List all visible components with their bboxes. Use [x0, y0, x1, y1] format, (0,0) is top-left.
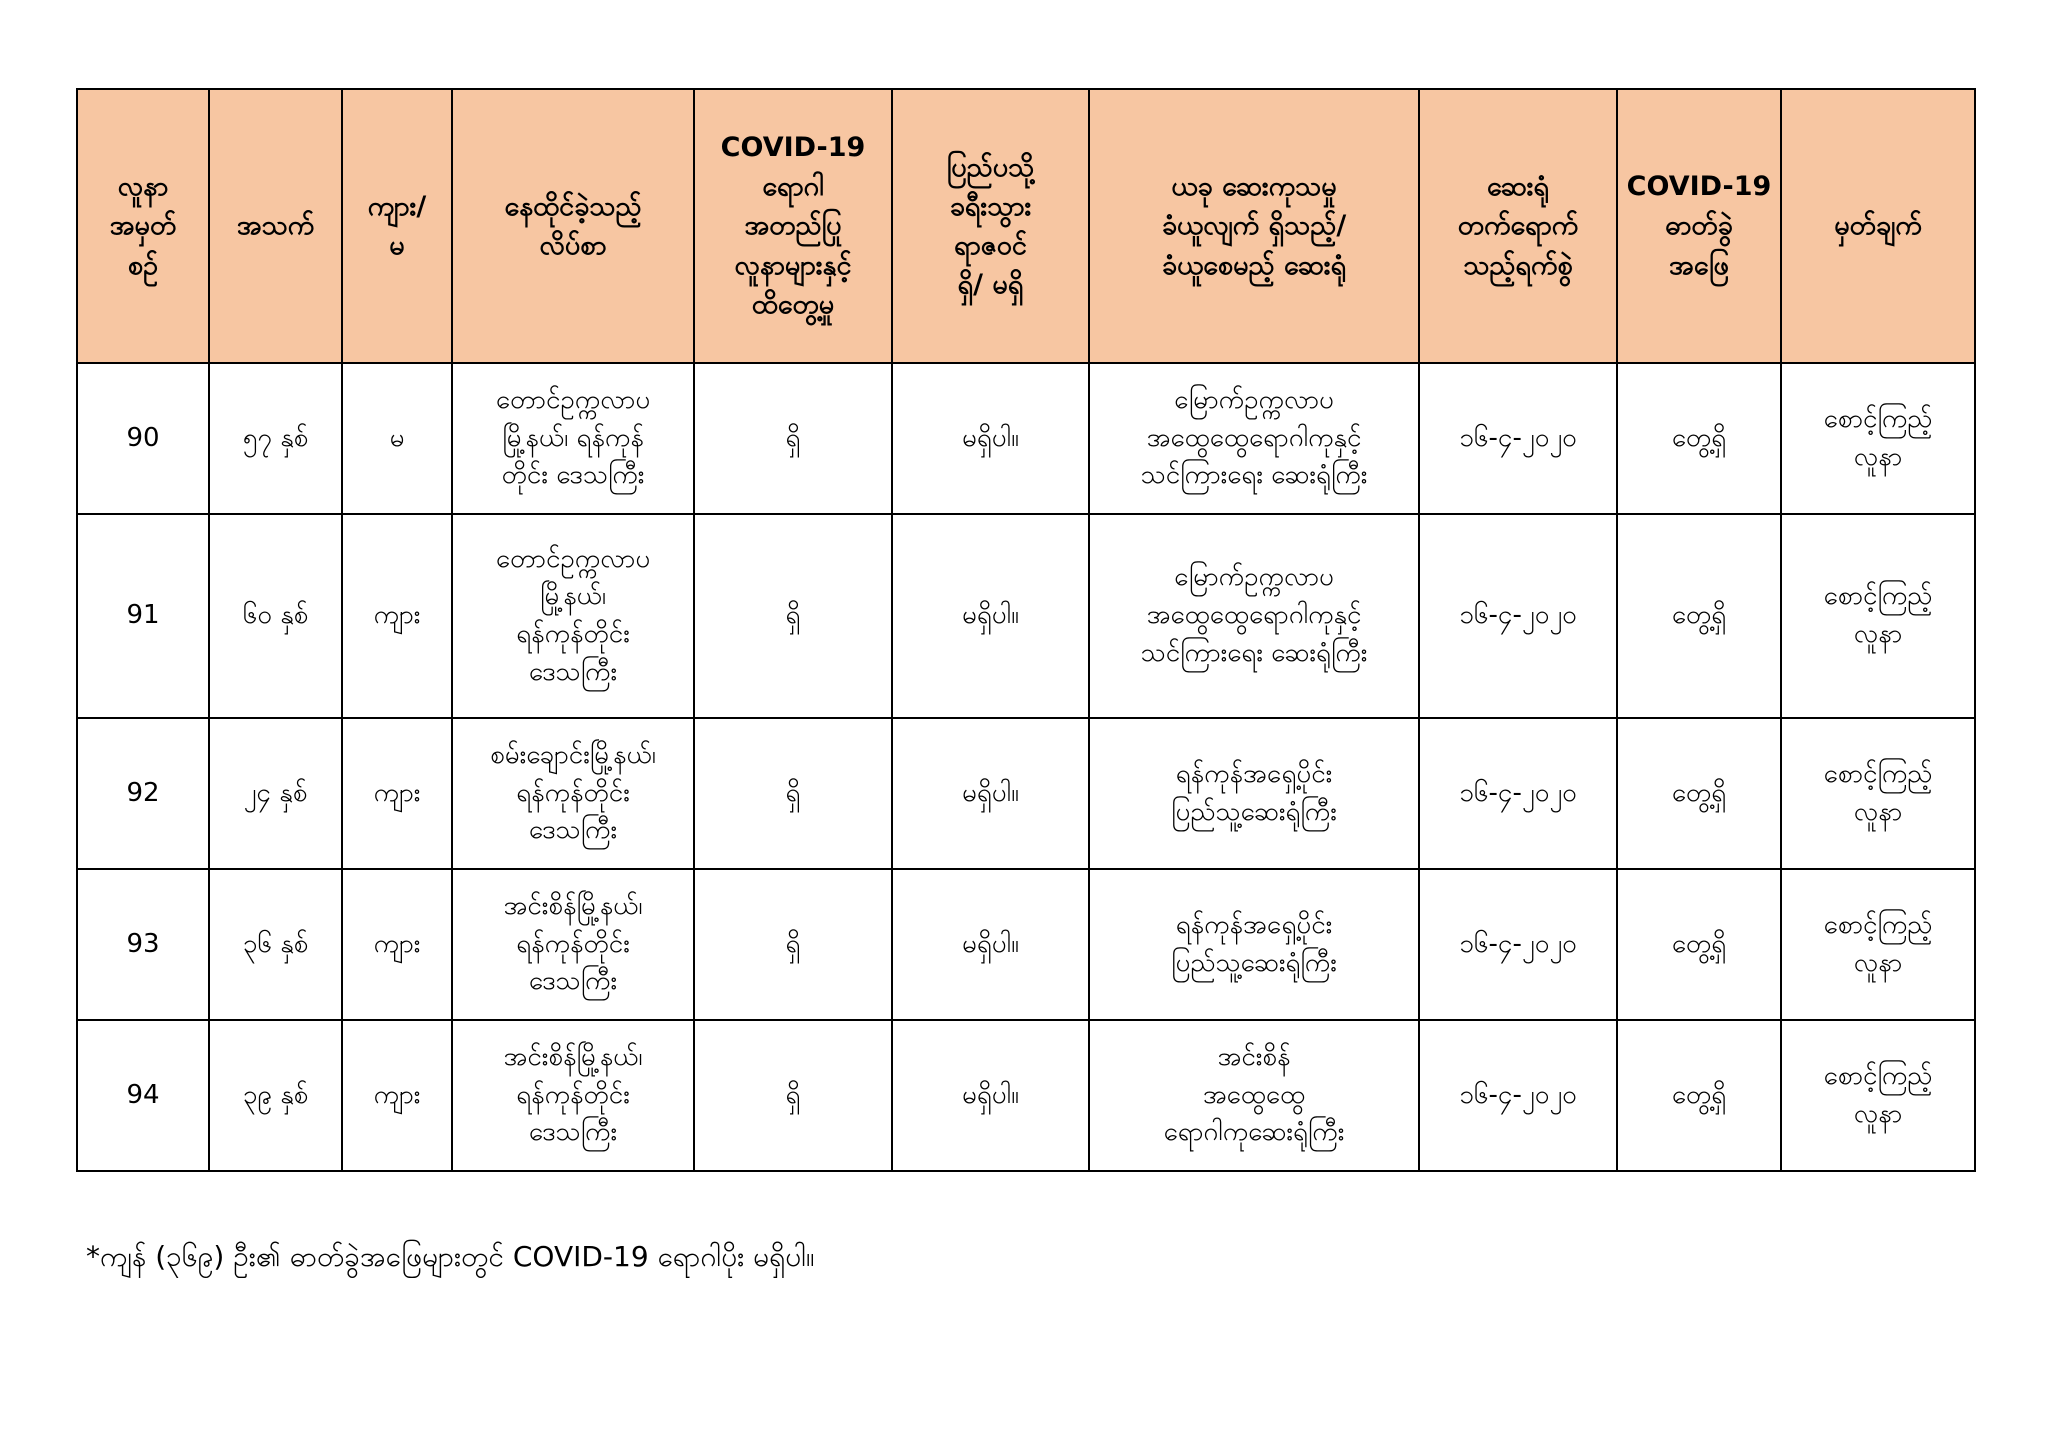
cell-result: တွေ့ရှိ — [1617, 1020, 1781, 1171]
header-patient-no: လူနာ အမှတ် စဉ် — [77, 89, 209, 363]
cell-hospital: ရန်ကုန်အရှေ့ပိုင်း ပြည်သူ့ဆေးရုံကြီး — [1089, 869, 1419, 1020]
cell-address: တောင်ဥက္ကလာပ မြို့နယ်၊ ရန်ကုန် တိုင်း ဒေသကြီး — [452, 363, 694, 514]
cell-address: စမ်းချောင်းမြို့နယ်၊ ရန်ကုန်တိုင်း ဒေသကြီး — [452, 718, 694, 869]
cell-result: တွေ့ရှိ — [1617, 718, 1781, 869]
header-remark: မှတ်ချက် — [1781, 89, 1975, 363]
cell-travel: မရှိပါ။ — [892, 514, 1089, 718]
cell-remark: စောင့်ကြည့် လူနာ — [1781, 363, 1975, 514]
cell-date: ၁၆-၄-၂၀၂၀ — [1419, 1020, 1617, 1171]
cell-contact: ရှိ — [694, 363, 892, 514]
cell-age: ၂၄ နှစ် — [209, 718, 342, 869]
cell-result: တွေ့ရှိ — [1617, 869, 1781, 1020]
cell-address: တောင်ဥက္ကလာပ မြို့နယ်၊ ရန်ကုန်တိုင်း ဒေသကြီး — [452, 514, 694, 718]
cell-hospital: မြောက်ဥက္ကလာပ အထွေထွေရောဂါကုနှင့် သင်ကြားရေး ဆေးရုံကြီး — [1089, 514, 1419, 718]
cell-sex: ကျား — [342, 1020, 452, 1171]
cell-sex: ကျား — [342, 514, 452, 718]
cell-result: တွေ့ရှိ — [1617, 514, 1781, 718]
header-contact: COVID-19 ရောဂါ အတည်ပြု လူနာများနှင့် ထိတွေ့မှု — [694, 89, 892, 363]
header-lab-result: COVID-19 ဓာတ်ခွဲ အဖြေ — [1617, 89, 1781, 363]
cell-contact: ရှိ — [694, 514, 892, 718]
cell-contact: ရှိ — [694, 1020, 892, 1171]
cell-travel: မရှိပါ။ — [892, 1020, 1089, 1171]
cell-patient-no: 92 — [77, 718, 209, 869]
cell-patient-no: 91 — [77, 514, 209, 718]
table-row — [77, 514, 1975, 718]
cell-address: အင်းစိန်မြို့နယ်၊ ရန်ကုန်တိုင်း ဒေသကြီး — [452, 869, 694, 1020]
cell-remark: စောင့်ကြည့် လူနာ — [1781, 869, 1975, 1020]
cell-age: ၃၆ နှစ် — [209, 869, 342, 1020]
cell-hospital: အင်းစိန် အထွေထွေ ရောဂါကုဆေးရုံကြီး — [1089, 1020, 1419, 1171]
header-sex: ကျား/ မ — [342, 89, 452, 363]
header-hospital: ယခု ဆေးကုသမှု ခံယူလျက် ရှိသည့်/ ခံယူစေမည့် ဆေးရုံ — [1089, 89, 1419, 363]
cell-age: ၅၇ နှစ် — [209, 363, 342, 514]
footnote: *ကျန် (၃၆၉) ဦး၏ ဓာတ်ခွဲအဖြေများတွင် COVID-19 ရောဂါပိုး မရှိပါ။ — [86, 1240, 815, 1273]
cell-hospital: ရန်ကုန်အရှေ့ပိုင်း ပြည်သူ့ဆေးရုံကြီး — [1089, 718, 1419, 869]
cell-hospital: မြောက်ဥက္ကလာပ အထွေထွေရောဂါကုနှင့် သင်ကြားရေး ဆေးရုံကြီး — [1089, 363, 1419, 514]
cell-age: ၃၉ နှစ် — [209, 1020, 342, 1171]
header-age: အသက် — [209, 89, 342, 363]
header-travel-history: ပြည်ပသို့ ခရီးသွား ရာဇဝင် ရှိ/ မရှိ — [892, 89, 1089, 363]
table-header-row — [77, 89, 1975, 363]
cell-remark: စောင့်ကြည့် လူနာ — [1781, 1020, 1975, 1171]
cell-date: ၁၆-၄-၂၀၂၀ — [1419, 718, 1617, 869]
cell-travel: မရှိပါ။ — [892, 869, 1089, 1020]
cell-sex: မ — [342, 363, 452, 514]
cell-result: တွေ့ရှိ — [1617, 363, 1781, 514]
table-row — [77, 1020, 1975, 1171]
cell-age: ၆၀ နှစ် — [209, 514, 342, 718]
covid-cases-table — [76, 88, 1976, 1172]
cell-contact: ရှိ — [694, 718, 892, 869]
table-row — [77, 869, 1975, 1020]
cell-travel: မရှိပါ။ — [892, 718, 1089, 869]
table-row — [77, 363, 1975, 514]
table-row — [77, 718, 1975, 869]
cell-patient-no: 90 — [77, 363, 209, 514]
cell-contact: ရှိ — [694, 869, 892, 1020]
header-address: နေထိုင်ခဲ့သည့် လိပ်စာ — [452, 89, 694, 363]
cell-address: အင်းစိန်မြို့နယ်၊ ရန်ကုန်တိုင်း ဒေသကြီး — [452, 1020, 694, 1171]
cell-remark: စောင့်ကြည့် လူနာ — [1781, 514, 1975, 718]
cell-patient-no: 94 — [77, 1020, 209, 1171]
cell-date: ၁၆-၄-၂၀၂၀ — [1419, 363, 1617, 514]
cell-sex: ကျား — [342, 869, 452, 1020]
cell-patient-no: 93 — [77, 869, 209, 1020]
cell-date: ၁၆-၄-၂၀၂၀ — [1419, 514, 1617, 718]
cell-date: ၁၆-၄-၂၀၂၀ — [1419, 869, 1617, 1020]
cell-travel: မရှိပါ။ — [892, 363, 1089, 514]
cell-remark: စောင့်ကြည့် လူနာ — [1781, 718, 1975, 869]
cell-sex: ကျား — [342, 718, 452, 869]
header-admission-date: ဆေးရုံ တက်ရောက် သည့်ရက်စွဲ — [1419, 89, 1617, 363]
